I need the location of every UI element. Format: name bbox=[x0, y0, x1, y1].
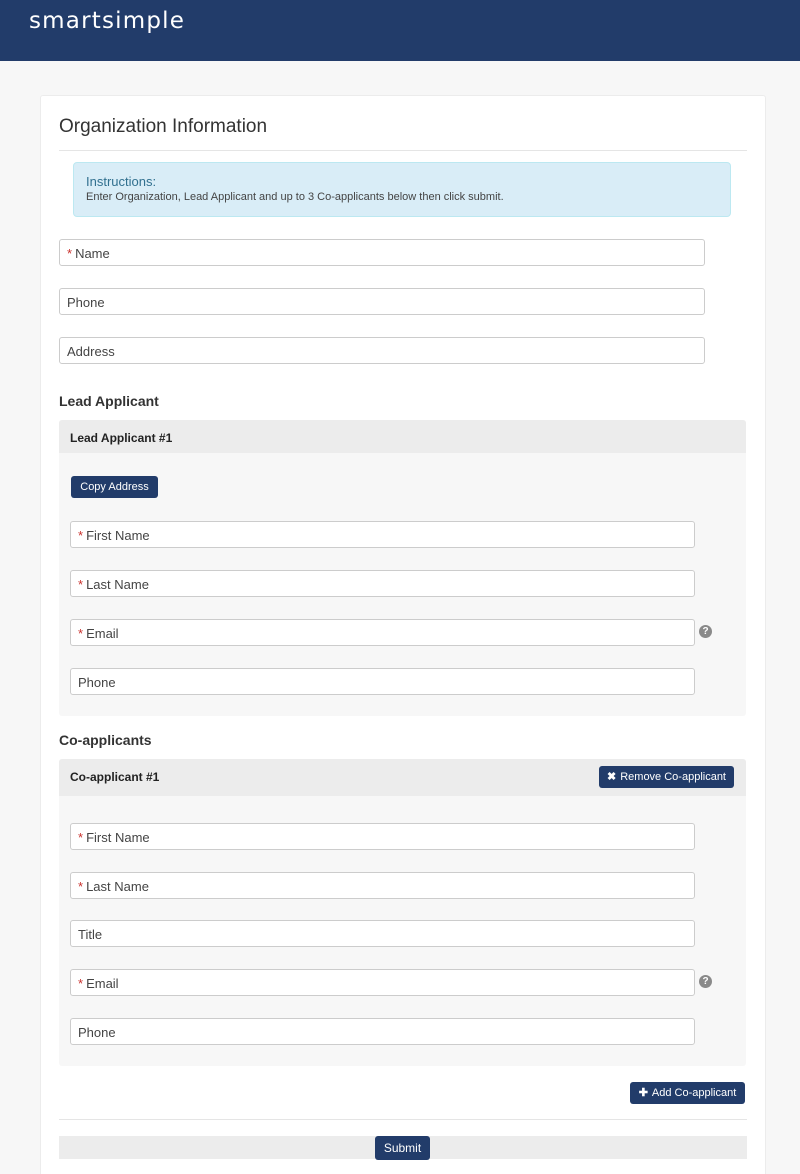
add-co-applicant-button[interactable] bbox=[630, 1082, 745, 1104]
co-applicants-heading: Co-applicants bbox=[59, 732, 152, 748]
remove-circle-icon: ✖ bbox=[607, 771, 617, 783]
co-applicant-panel-title: Co-applicant #1 bbox=[70, 770, 160, 784]
lead-email-label: Email bbox=[86, 626, 119, 641]
co-phone-label: Phone bbox=[78, 1025, 116, 1040]
org-address-label: Address bbox=[67, 344, 115, 359]
org-name-field[interactable] bbox=[59, 239, 705, 266]
lead-applicant-heading: Lead Applicant bbox=[59, 393, 159, 409]
org-phone-label: Phone bbox=[67, 295, 105, 310]
lead-last-name-field[interactable] bbox=[70, 570, 695, 597]
org-phone-field[interactable] bbox=[59, 288, 705, 315]
lead-phone-field[interactable] bbox=[70, 668, 695, 695]
co-last-name-field[interactable] bbox=[70, 872, 695, 899]
lead-phone-label: Phone bbox=[78, 675, 116, 690]
co-first-name-label: First Name bbox=[86, 830, 150, 845]
copy-address-button[interactable]: Copy Address bbox=[71, 476, 158, 498]
remove-co-applicant-button[interactable] bbox=[599, 766, 734, 788]
lead-first-name-field[interactable] bbox=[70, 521, 695, 548]
form-footer-divider bbox=[59, 1119, 747, 1120]
lead-last-name-label: Last Name bbox=[86, 577, 149, 592]
co-title-label: Title bbox=[78, 927, 103, 942]
required-marker: * bbox=[78, 577, 84, 592]
lead-applicant-panel-header bbox=[59, 420, 746, 453]
required-marker: * bbox=[78, 528, 84, 543]
required-marker: * bbox=[78, 830, 84, 845]
required-marker: * bbox=[78, 976, 84, 991]
required-marker: * bbox=[78, 879, 84, 894]
required-marker: * bbox=[78, 626, 84, 641]
remove-co-applicant-label: Remove Co-applicant bbox=[620, 771, 726, 783]
co-phone-field[interactable] bbox=[70, 1018, 695, 1045]
add-co-applicant-label: Add Co-applicant bbox=[651, 1087, 737, 1099]
lead-email-field[interactable] bbox=[70, 619, 695, 646]
co-email-help-icon[interactable]: ? bbox=[699, 975, 712, 988]
instructions-title: Instructions: bbox=[86, 174, 157, 189]
co-last-name-label: Last Name bbox=[86, 879, 149, 894]
lead-applicant-panel-title: Lead Applicant #1 bbox=[70, 431, 173, 445]
title-divider bbox=[59, 150, 747, 151]
smartsimple-logo[interactable]: smartsimple bbox=[29, 8, 186, 34]
instructions-alert bbox=[73, 162, 731, 217]
instructions-text: Enter Organization, Lead Applicant and up to 3 Co-applicants below then click submit. bbox=[86, 191, 504, 203]
co-title-field[interactable] bbox=[70, 920, 695, 947]
org-address-field[interactable] bbox=[59, 337, 705, 364]
page-title: Organization Information bbox=[59, 116, 268, 137]
lead-first-name-label: First Name bbox=[86, 528, 150, 543]
required-marker: * bbox=[67, 246, 73, 261]
co-email-label: Email bbox=[86, 976, 119, 991]
submit-button[interactable]: Submit bbox=[375, 1136, 430, 1160]
co-email-field[interactable] bbox=[70, 969, 695, 996]
lead-email-help-icon[interactable]: ? bbox=[699, 625, 712, 638]
org-name-label: Name bbox=[75, 246, 110, 261]
co-first-name-field[interactable] bbox=[70, 823, 695, 850]
top-navbar bbox=[0, 0, 800, 61]
plus-icon: ✚ bbox=[638, 1087, 648, 1099]
